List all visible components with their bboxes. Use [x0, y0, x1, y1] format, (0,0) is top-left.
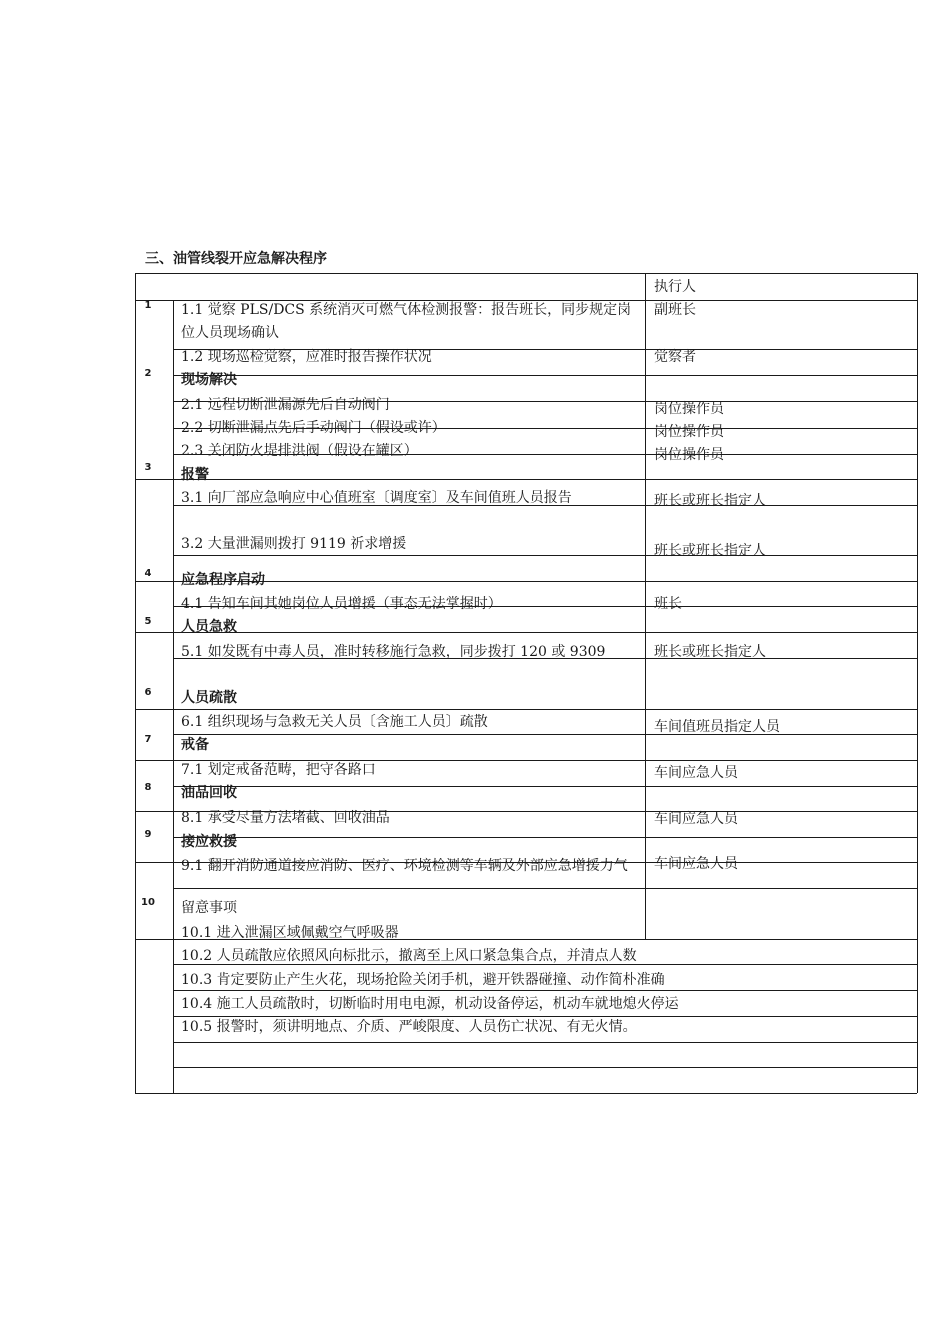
note-item: 10.2 人员疏散应依照风向标批示，撤离至上风口紧急集合点，并清点人数 — [181, 948, 637, 964]
executor-8-1: 车间应急人员 — [654, 811, 738, 827]
section-heading: 接应救援 — [181, 834, 237, 850]
row-number: 9 — [144, 829, 152, 840]
row-line — [173, 786, 917, 787]
executor-header: 执行人 — [654, 279, 696, 295]
section-heading: 油品回收 — [181, 785, 237, 801]
row-line — [173, 888, 917, 889]
step-7-1: 7.1 划定戒备范畴，把守各路口 — [181, 762, 376, 778]
row-number: 3 — [144, 462, 152, 473]
step-9-1: 9.1 翻开消防通道接应消防、医疗、环境检测等车辆及外部应急增援力气 — [181, 858, 628, 874]
executor-3-1: 班长或班长指定人 — [654, 493, 766, 509]
step-2-1: 2.1 远程切断泄漏源先后自动阀门 — [181, 397, 390, 413]
executor-9-1: 车间应急人员 — [654, 856, 738, 872]
note-item: 10.4 施工人员疏散时，切断临时用电电源，机动设备停运，机动车就地熄火停运 — [181, 996, 679, 1012]
row-line — [173, 375, 917, 376]
note-item: 10.1 进入泄漏区域佩戴空气呼吸器 — [181, 925, 399, 941]
executor-5-1: 班长或班长指定人 — [654, 644, 766, 660]
section-heading: 应急程序启动 — [181, 572, 265, 588]
note-item: 10.3 肯定要防止产生火花，现场抢险关闭手机，避开铁器碰撞、动作简朴准确 — [181, 972, 665, 988]
step-2-3: 2.3 关闭防火堤排洪阀（假设在罐区） — [181, 443, 418, 459]
row-line — [173, 734, 917, 735]
row-number: 1 — [144, 300, 152, 311]
row-number: 10 — [141, 897, 155, 908]
executor-7-1: 车间应急人员 — [654, 765, 738, 781]
row-number: 5 — [144, 616, 152, 627]
row-line — [135, 709, 917, 710]
table-border-right — [917, 273, 918, 1093]
col-divider-number — [173, 300, 174, 1093]
section-heading: 人员急救 — [181, 619, 237, 635]
step-1-2: 1.2 现场巡检觉察，应准时报告操作状况 — [181, 349, 432, 365]
executor-1-2: 觉察者 — [654, 349, 696, 365]
row-number: 2 — [144, 368, 152, 379]
row-line — [173, 1042, 917, 1043]
table-border-top — [135, 273, 917, 274]
row-number: 7 — [144, 734, 152, 745]
section-heading: 人员疏散 — [181, 690, 237, 706]
step-3-1: 3.1 向厂部应急响应中心值班室〔调度室〕及车间值班人员报告 — [181, 490, 572, 506]
step-1-1: 1.1 觉察 PLS/DCS 系统消灭可燃气体检测报警：报告班长，同步规定岗位人员现场确认 — [181, 302, 632, 341]
executor-4-1: 班长 — [654, 596, 682, 612]
executor-1-1: 副班长 — [654, 302, 696, 318]
notes-heading: 留意事项 — [181, 900, 237, 916]
step-5-1: 5.1 如发既有中毒人员，准时转移施行急救，同步拨打 120 或 9309 — [181, 644, 606, 660]
row-line — [135, 479, 917, 480]
step-2-2: 2.2 切断泄漏点先后手动阀门（假设或许） — [181, 420, 446, 436]
row-line — [173, 837, 917, 838]
note-item: 10.5 报警时，须讲明地点、介质、严峻限度、人员伤亡状况、有无火情。 — [181, 1019, 637, 1035]
row-line — [173, 1067, 917, 1068]
table-border-bottom — [135, 1093, 917, 1094]
section-heading: 报警 — [181, 467, 209, 483]
row-number: 8 — [144, 782, 152, 793]
page-title: 三、油管线裂开应急解决程序 — [145, 251, 327, 267]
step-3-2: 3.2 大量泄漏则拨打 9119 祈求增援 — [181, 536, 407, 552]
executor-6-1: 车间值班员指定人员 — [654, 719, 780, 735]
executor-3-2: 班长或班长指定人 — [654, 543, 766, 559]
step-4-1: 4.1 告知车间其她岗位人员增援（事态无法掌握时） — [181, 596, 502, 612]
executor-2-2: 岗位操作员 — [654, 424, 724, 440]
executor-2-3: 岗位操作员 — [654, 447, 724, 463]
step-6-1: 6.1 组织现场与急救无关人员〔含施工人员〕疏散 — [181, 714, 488, 730]
table-border-left — [135, 273, 136, 1093]
section-heading: 戒备 — [181, 737, 209, 753]
step-8-1: 8.1 承受尽量方法堵截、回收油品 — [181, 810, 390, 826]
row-number: 6 — [144, 687, 152, 698]
row-number: 4 — [144, 568, 152, 579]
executor-2-1: 岗位操作员 — [654, 401, 724, 417]
section-heading: 现场解决 — [181, 372, 237, 388]
row-line — [135, 632, 917, 633]
